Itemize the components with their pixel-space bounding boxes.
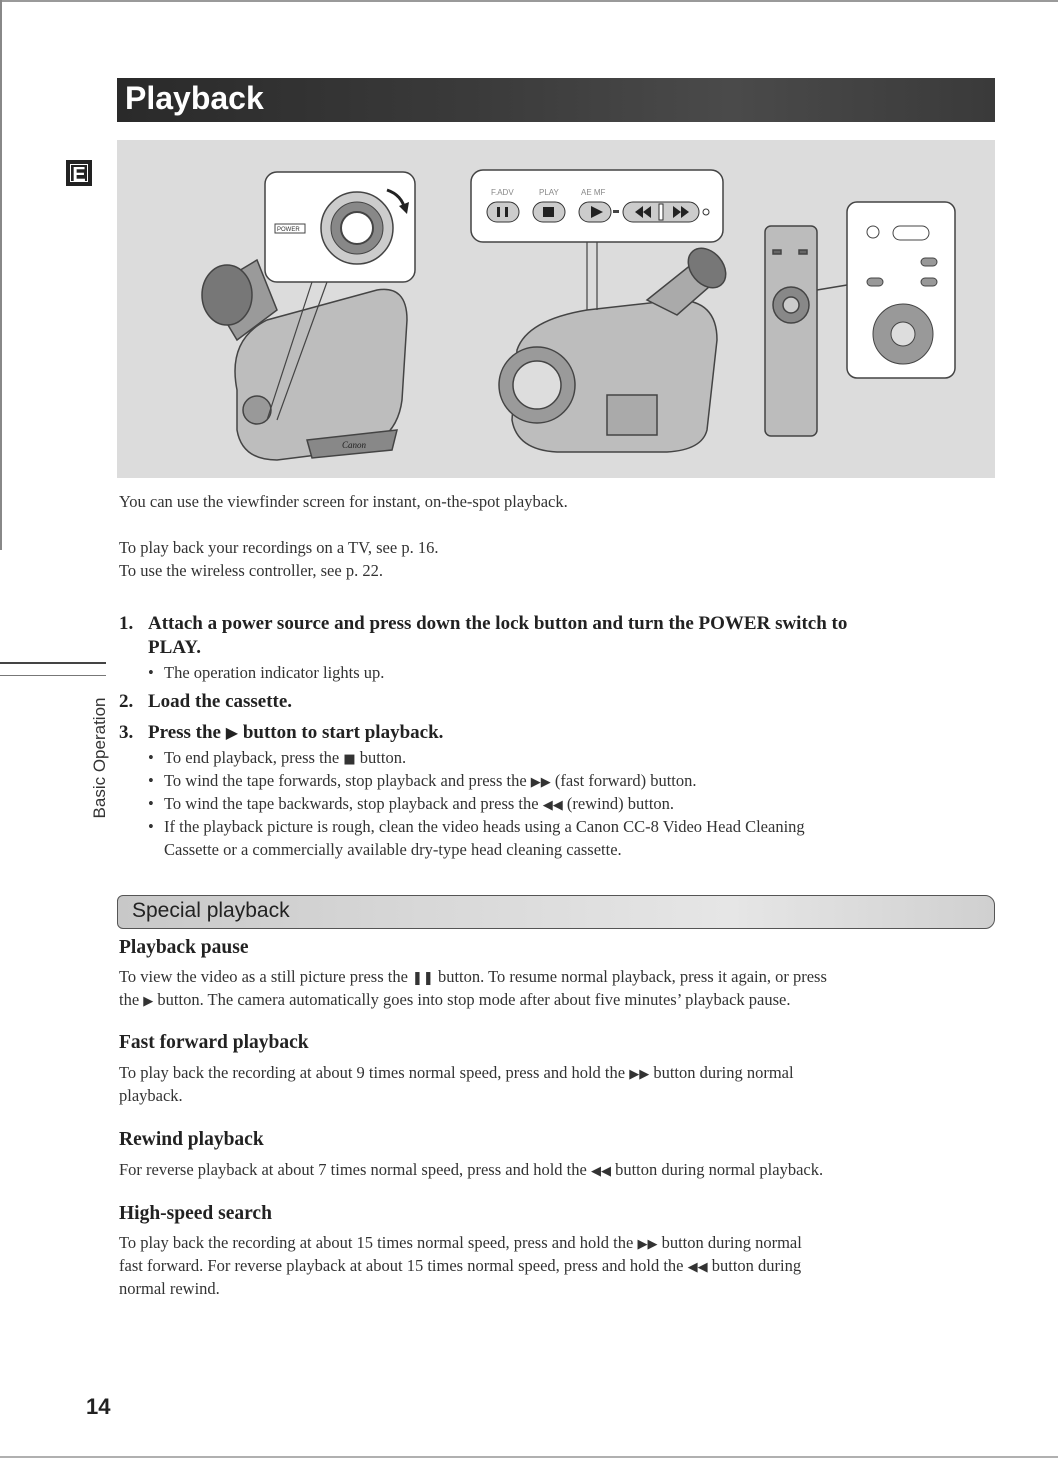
svg-text:POWER: POWER (277, 227, 300, 233)
rewind-heading: Rewind playback (119, 1129, 264, 1150)
remote-callout (847, 202, 955, 378)
step-3-bullet-clean: • If the playback picture is rough, clean the video heads using a Canon CC-8 Video Head Cleaning (148, 817, 805, 836)
svg-text:F.ADV: F.ADV (491, 188, 514, 197)
svg-text:PLAY: PLAY (539, 188, 559, 197)
camcorder-illustration (117, 140, 995, 478)
controller-reference: To use the wireless controller, see p. 22. (119, 561, 383, 580)
special-playback-header (117, 895, 995, 929)
step-3-bullet-ff: • To wind the tape forwards, stop playback and press the ▶▶ (fast forward) button. (148, 771, 697, 790)
svg-text:Canon: Canon (342, 440, 367, 450)
step-3-bullet-clean-cont: Cassette or a commercially available dry-type head cleaning cassette. (164, 840, 622, 859)
bottom-rule (0, 1456, 1058, 1458)
play-icon: ▶ (143, 994, 154, 1009)
step-number: 2. (119, 691, 134, 712)
tv-reference: To play back your recordings on a TV, see p. 16. (119, 538, 439, 557)
step-3-bullet-rew: • To wind the tape backwards, stop playback and press the ◀◀ (rewind) button. (148, 794, 675, 813)
high-speed-text-1: To play back the recording at about 15 times normal speed, press and hold the ▶▶ button during normal (119, 1233, 802, 1252)
top-rule (0, 0, 1058, 2)
wireless-controller (765, 226, 847, 436)
page-number: 14 (86, 1394, 111, 1419)
intro-text: You can use the viewfinder screen for instant, on-the-spot playback. (119, 492, 568, 511)
page-edge (0, 0, 2, 550)
camcorder-right (499, 241, 733, 452)
step-number: 3. (119, 722, 134, 743)
camcorder-drawing (117, 140, 995, 478)
play-icon: ▶ (225, 723, 239, 742)
rewind-icon: ◀◀ (590, 1164, 611, 1179)
step-number: 1. (119, 613, 134, 634)
pause-icon: ❚❚ (412, 971, 434, 986)
ff-heading: Fast forward playback (119, 1032, 309, 1053)
section-title: Special playback (132, 899, 290, 922)
side-tab-rule (0, 662, 106, 664)
step-text: Attach a power source and press down the lock button and turn the POWER switch to (148, 613, 848, 634)
stop-icon: ■ (343, 752, 356, 767)
fast-forward-icon: ▶▶ (629, 1067, 650, 1082)
section-side-tab: Basic Operation (90, 697, 109, 819)
step-3-bullet-stop: • To end playback, press the ■ button. (148, 748, 407, 767)
step-1 (119, 612, 847, 635)
title-bar (117, 78, 995, 122)
page-title: Playback (125, 80, 264, 116)
language-badge: E (66, 160, 92, 186)
high-speed-text-3: normal rewind. (119, 1279, 220, 1298)
step-1-bullet: • The operation indicator lights up. (148, 663, 385, 682)
step-1-continued: PLAY. (148, 637, 201, 658)
high-speed-text-2: fast forward. For reverse playback at about 15 times normal speed, press and hold the ◀◀ button during (119, 1256, 802, 1275)
rewind-icon: ◀◀ (687, 1260, 708, 1275)
pause-text-1: To view the video as a still picture press the ❚❚ button. To resume normal playback, press it again, or press (119, 967, 827, 986)
fast-forward-icon: ▶▶ (530, 775, 551, 790)
fast-forward-icon: ▶▶ (637, 1237, 658, 1252)
pause-heading: Playback pause (119, 937, 249, 958)
step-3: 3. Press the ▶ button to start playback. (119, 722, 444, 743)
pause-text-2: the ▶ button. The camera automatically goes into stop mode after about five minutes’ playback pause. (119, 990, 791, 1009)
rewind-text: For reverse playback at about 7 times normal speed, press and hold the ◀◀ button during normal playback. (119, 1160, 824, 1179)
high-speed-heading: High-speed search (119, 1203, 272, 1224)
camcorder-left (202, 260, 407, 460)
ff-text-1: To play back the recording at about 9 times normal speed, press and hold the ▶▶ button during normal (119, 1063, 794, 1082)
svg-text:AE MF: AE MF (581, 188, 606, 197)
side-tab-rule-thin (0, 675, 106, 676)
ff-text-2: playback. (119, 1086, 183, 1105)
step-text: Load the cassette. (148, 691, 293, 712)
step-2 (119, 690, 292, 713)
rewind-icon: ◀◀ (542, 798, 563, 813)
